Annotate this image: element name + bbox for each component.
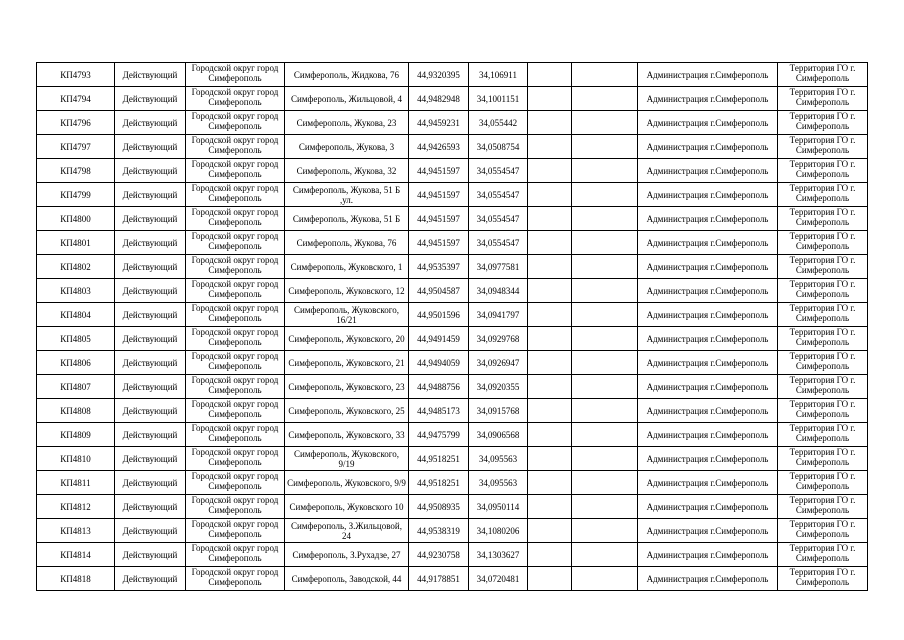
cell-latitude: 44,9451597: [409, 159, 469, 183]
cell-latitude: 44,9451597: [409, 183, 469, 207]
cell-empty-2: [572, 447, 638, 471]
cell-empty-1: [528, 567, 572, 591]
table-row: [37, 375, 868, 399]
table-row: [37, 471, 868, 495]
cell-site-id: КП4806: [37, 351, 115, 375]
cell-address: Симферополь, Жукова, 32: [285, 159, 409, 183]
cell-site-id: КП4793: [37, 63, 115, 87]
cell-empty-1: [528, 519, 572, 543]
cell-latitude: 44,9482948: [409, 87, 469, 111]
cell-longitude: 34,0554547: [469, 207, 528, 231]
cell-territory: Территория ГО г. Симферополь: [778, 375, 868, 399]
cell-owner: Администрация г.Симферополь: [638, 183, 778, 207]
cell-status: Действующий: [115, 495, 186, 519]
cell-address: Симферополь, Жукова, 3: [285, 135, 409, 159]
cell-address: Симферополь, Жуковского, 9/9: [285, 471, 409, 495]
container-site-table: [36, 62, 868, 591]
cell-owner: Администрация г.Симферополь: [638, 255, 778, 279]
cell-site-id: КП4803: [37, 279, 115, 303]
cell-territory: Территория ГО г. Симферополь: [778, 471, 868, 495]
cell-latitude: 44,9518251: [409, 447, 469, 471]
cell-site-id: КП4809: [37, 423, 115, 447]
cell-longitude: 34,095563: [469, 471, 528, 495]
cell-territory: Территория ГО г. Симферополь: [778, 207, 868, 231]
cell-district: Городской округ город Симферополь: [186, 135, 285, 159]
cell-empty-2: [572, 423, 638, 447]
cell-latitude: 44,9178851: [409, 567, 469, 591]
cell-address: Симферополь, Жильцовой, 4: [285, 87, 409, 111]
cell-status: Действующий: [115, 375, 186, 399]
cell-territory: Территория ГО г. Симферополь: [778, 519, 868, 543]
table-row: [37, 519, 868, 543]
cell-territory: Территория ГО г. Симферополь: [778, 567, 868, 591]
cell-status: Действующий: [115, 87, 186, 111]
cell-owner: Администрация г.Симферополь: [638, 327, 778, 351]
cell-site-id: КП4807: [37, 375, 115, 399]
cell-address: Симферополь, Жуковского, 9/19: [285, 447, 409, 471]
cell-district: Городской округ город Симферополь: [186, 519, 285, 543]
cell-owner: Администрация г.Симферополь: [638, 303, 778, 327]
cell-empty-2: [572, 471, 638, 495]
cell-empty-1: [528, 303, 572, 327]
cell-empty-1: [528, 135, 572, 159]
cell-empty-1: [528, 543, 572, 567]
cell-empty-2: [572, 399, 638, 423]
table-row: [37, 423, 868, 447]
table-row: [37, 567, 868, 591]
cell-empty-2: [572, 351, 638, 375]
table-row: [37, 135, 868, 159]
cell-empty-2: [572, 135, 638, 159]
cell-empty-1: [528, 255, 572, 279]
cell-status: Действующий: [115, 303, 186, 327]
cell-territory: Территория ГО г. Симферополь: [778, 399, 868, 423]
cell-empty-1: [528, 207, 572, 231]
cell-territory: Территория ГО г. Симферополь: [778, 159, 868, 183]
cell-empty-2: [572, 159, 638, 183]
cell-territory: Территория ГО г. Симферополь: [778, 495, 868, 519]
cell-latitude: 44,9475799: [409, 423, 469, 447]
cell-owner: Администрация г.Симферополь: [638, 279, 778, 303]
table-row: [37, 111, 868, 135]
cell-territory: Территория ГО г. Симферополь: [778, 327, 868, 351]
cell-longitude: 34,0948344: [469, 279, 528, 303]
cell-owner: Администрация г.Симферополь: [638, 423, 778, 447]
cell-site-id: КП4813: [37, 519, 115, 543]
cell-status: Действующий: [115, 63, 186, 87]
table-row: [37, 63, 868, 87]
cell-site-id: КП4796: [37, 111, 115, 135]
cell-longitude: 34,0926947: [469, 351, 528, 375]
cell-territory: Территория ГО г. Симферополь: [778, 447, 868, 471]
table-row: [37, 447, 868, 471]
cell-empty-1: [528, 471, 572, 495]
cell-address: Симферополь, Жукова, 76: [285, 231, 409, 255]
cell-empty-1: [528, 183, 572, 207]
cell-district: Городской округ город Симферополь: [186, 279, 285, 303]
cell-owner: Администрация г.Симферополь: [638, 375, 778, 399]
cell-latitude: 44,9230758: [409, 543, 469, 567]
cell-longitude: 34,106911: [469, 63, 528, 87]
cell-site-id: КП4801: [37, 231, 115, 255]
cell-empty-1: [528, 159, 572, 183]
table-row: [37, 543, 868, 567]
cell-empty-2: [572, 63, 638, 87]
cell-empty-1: [528, 111, 572, 135]
cell-longitude: 34,1001151: [469, 87, 528, 111]
cell-district: Городской округ город Симферополь: [186, 255, 285, 279]
cell-district: Городской округ город Симферополь: [186, 63, 285, 87]
cell-latitude: 44,9491459: [409, 327, 469, 351]
cell-status: Действующий: [115, 183, 186, 207]
cell-owner: Администрация г.Симферополь: [638, 207, 778, 231]
cell-status: Действующий: [115, 111, 186, 135]
cell-status: Действующий: [115, 135, 186, 159]
cell-district: Городской округ город Симферополь: [186, 207, 285, 231]
cell-status: Действующий: [115, 327, 186, 351]
cell-latitude: 44,9488756: [409, 375, 469, 399]
cell-address: Симферополь, Жуковского, 33: [285, 423, 409, 447]
cell-address: Симферополь, Жуковского, 12: [285, 279, 409, 303]
cell-longitude: 34,0554547: [469, 183, 528, 207]
cell-territory: Территория ГО г. Симферополь: [778, 303, 868, 327]
cell-site-id: КП4797: [37, 135, 115, 159]
cell-empty-1: [528, 447, 572, 471]
cell-owner: Администрация г.Симферополь: [638, 519, 778, 543]
cell-address: Симферополь, Жукова, 51 Б: [285, 207, 409, 231]
cell-site-id: КП4818: [37, 567, 115, 591]
cell-longitude: 34,0554547: [469, 159, 528, 183]
cell-owner: Администрация г.Симферополь: [638, 495, 778, 519]
cell-owner: Администрация г.Симферополь: [638, 111, 778, 135]
cell-empty-2: [572, 303, 638, 327]
cell-empty-2: [572, 567, 638, 591]
cell-district: Городской округ город Симферополь: [186, 303, 285, 327]
cell-address: Симферополь, Жукова, 23: [285, 111, 409, 135]
cell-latitude: 44,9320395: [409, 63, 469, 87]
cell-owner: Администрация г.Симферополь: [638, 447, 778, 471]
cell-address: Симферополь, Жуковского, 23: [285, 375, 409, 399]
cell-status: Действующий: [115, 279, 186, 303]
cell-empty-2: [572, 255, 638, 279]
table-row: [37, 255, 868, 279]
cell-latitude: 44,9451597: [409, 207, 469, 231]
cell-latitude: 44,9494059: [409, 351, 469, 375]
cell-longitude: 34,0915768: [469, 399, 528, 423]
cell-address: Симферополь, Заводской, 44: [285, 567, 409, 591]
cell-latitude: 44,9508935: [409, 495, 469, 519]
cell-latitude: 44,9501596: [409, 303, 469, 327]
cell-district: Городской округ город Симферополь: [186, 375, 285, 399]
cell-district: Городской округ город Симферополь: [186, 567, 285, 591]
cell-status: Действующий: [115, 255, 186, 279]
cell-longitude: 34,0977581: [469, 255, 528, 279]
cell-territory: Территория ГО г. Симферополь: [778, 279, 868, 303]
cell-site-id: КП4814: [37, 543, 115, 567]
cell-address: Симферополь, Жидкова, 76: [285, 63, 409, 87]
cell-longitude: 34,095563: [469, 447, 528, 471]
cell-latitude: 44,9459231: [409, 111, 469, 135]
table-row: [37, 279, 868, 303]
cell-longitude: 34,0720481: [469, 567, 528, 591]
cell-latitude: 44,9426593: [409, 135, 469, 159]
cell-address: Симферополь, Жуковского, 1: [285, 255, 409, 279]
cell-district: Городской округ город Симферополь: [186, 111, 285, 135]
cell-empty-2: [572, 87, 638, 111]
cell-empty-1: [528, 375, 572, 399]
cell-longitude: 34,0941797: [469, 303, 528, 327]
cell-address: Симферополь, З.Жильцовой, 24: [285, 519, 409, 543]
cell-address: Симферополь, Жуковского, 16/21: [285, 303, 409, 327]
cell-address: Симферополь, Жуковского, 25: [285, 399, 409, 423]
cell-longitude: 34,0906568: [469, 423, 528, 447]
cell-territory: Территория ГО г. Симферополь: [778, 543, 868, 567]
cell-site-id: КП4794: [37, 87, 115, 111]
cell-status: Действующий: [115, 519, 186, 543]
cell-empty-2: [572, 111, 638, 135]
cell-empty-1: [528, 351, 572, 375]
cell-status: Действующий: [115, 231, 186, 255]
cell-owner: Администрация г.Симферополь: [638, 159, 778, 183]
cell-address: Симферополь, З.Рухадзе, 27: [285, 543, 409, 567]
cell-territory: Территория ГО г. Симферополь: [778, 87, 868, 111]
cell-status: Действующий: [115, 471, 186, 495]
cell-status: Действующий: [115, 159, 186, 183]
table-row: [37, 327, 868, 351]
cell-empty-2: [572, 279, 638, 303]
cell-district: Городской округ город Симферополь: [186, 351, 285, 375]
cell-owner: Администрация г.Симферополь: [638, 471, 778, 495]
cell-longitude: 34,0929768: [469, 327, 528, 351]
cell-territory: Территория ГО г. Симферополь: [778, 183, 868, 207]
cell-address: Симферополь, Жуковского, 21: [285, 351, 409, 375]
cell-owner: Администрация г.Симферополь: [638, 543, 778, 567]
cell-district: Городской округ город Симферополь: [186, 399, 285, 423]
cell-empty-1: [528, 231, 572, 255]
cell-empty-1: [528, 495, 572, 519]
cell-district: Городской округ город Симферополь: [186, 543, 285, 567]
cell-territory: Территория ГО г. Симферополь: [778, 351, 868, 375]
cell-empty-1: [528, 423, 572, 447]
cell-empty-2: [572, 207, 638, 231]
cell-latitude: 44,9451597: [409, 231, 469, 255]
cell-status: Действующий: [115, 399, 186, 423]
cell-status: Действующий: [115, 543, 186, 567]
cell-empty-2: [572, 495, 638, 519]
cell-owner: Администрация г.Симферополь: [638, 135, 778, 159]
cell-status: Действующий: [115, 351, 186, 375]
cell-district: Городской округ город Симферополь: [186, 231, 285, 255]
cell-site-id: КП4802: [37, 255, 115, 279]
cell-owner: Администрация г.Симферополь: [638, 399, 778, 423]
cell-empty-1: [528, 87, 572, 111]
cell-longitude: 34,055442: [469, 111, 528, 135]
cell-territory: Территория ГО г. Симферополь: [778, 423, 868, 447]
cell-site-id: КП4808: [37, 399, 115, 423]
cell-longitude: 34,0950114: [469, 495, 528, 519]
cell-territory: Территория ГО г. Симферополь: [778, 63, 868, 87]
cell-site-id: КП4805: [37, 327, 115, 351]
cell-district: Городской округ город Симферополь: [186, 495, 285, 519]
table-row: [37, 183, 868, 207]
cell-longitude: 34,0508754: [469, 135, 528, 159]
cell-status: Действующий: [115, 447, 186, 471]
cell-district: Городской округ город Симферополь: [186, 183, 285, 207]
cell-site-id: КП4804: [37, 303, 115, 327]
cell-address: Симферополь, Жукова, 51 Б ,ул.: [285, 183, 409, 207]
table-body: [37, 63, 868, 591]
table-row: [37, 303, 868, 327]
cell-territory: Территория ГО г. Симферополь: [778, 135, 868, 159]
cell-site-id: КП4810: [37, 447, 115, 471]
cell-empty-2: [572, 327, 638, 351]
cell-address: Симферополь, Жуковского, 20: [285, 327, 409, 351]
cell-longitude: 34,1080206: [469, 519, 528, 543]
cell-district: Городской округ город Симферополь: [186, 471, 285, 495]
table-row: [37, 495, 868, 519]
cell-district: Городской округ город Симферополь: [186, 87, 285, 111]
cell-site-id: КП4812: [37, 495, 115, 519]
cell-latitude: 44,9535397: [409, 255, 469, 279]
cell-territory: Территория ГО г. Симферополь: [778, 231, 868, 255]
cell-site-id: КП4799: [37, 183, 115, 207]
cell-owner: Администрация г.Симферополь: [638, 351, 778, 375]
cell-site-id: КП4798: [37, 159, 115, 183]
cell-owner: Администрация г.Симферополь: [638, 63, 778, 87]
cell-owner: Администрация г.Симферополь: [638, 567, 778, 591]
cell-territory: Территория ГО г. Симферополь: [778, 111, 868, 135]
cell-owner: Администрация г.Симферополь: [638, 231, 778, 255]
cell-owner: Администрация г.Симферополь: [638, 87, 778, 111]
cell-latitude: 44,9504587: [409, 279, 469, 303]
cell-empty-2: [572, 519, 638, 543]
cell-territory: Территория ГО г. Симферополь: [778, 255, 868, 279]
cell-longitude: 34,1303627: [469, 543, 528, 567]
cell-latitude: 44,9485173: [409, 399, 469, 423]
table-row: [37, 399, 868, 423]
cell-empty-1: [528, 327, 572, 351]
table-row: [37, 351, 868, 375]
cell-status: Действующий: [115, 567, 186, 591]
cell-empty-2: [572, 543, 638, 567]
cell-latitude: 44,9518251: [409, 471, 469, 495]
table-row: [37, 231, 868, 255]
cell-empty-1: [528, 63, 572, 87]
cell-empty-2: [572, 183, 638, 207]
table-row: [37, 87, 868, 111]
cell-empty-1: [528, 399, 572, 423]
cell-district: Городской округ город Симферополь: [186, 423, 285, 447]
cell-site-id: КП4811: [37, 471, 115, 495]
cell-longitude: 34,0554547: [469, 231, 528, 255]
cell-latitude: 44,9538319: [409, 519, 469, 543]
cell-longitude: 34,0920355: [469, 375, 528, 399]
cell-district: Городской округ город Симферополь: [186, 159, 285, 183]
cell-empty-2: [572, 375, 638, 399]
cell-district: Городской округ город Симферополь: [186, 447, 285, 471]
cell-status: Действующий: [115, 423, 186, 447]
table-row: [37, 207, 868, 231]
cell-site-id: КП4800: [37, 207, 115, 231]
cell-empty-1: [528, 279, 572, 303]
table-row: [37, 159, 868, 183]
cell-district: Городской округ город Симферополь: [186, 327, 285, 351]
cell-empty-2: [572, 231, 638, 255]
cell-status: Действующий: [115, 207, 186, 231]
cell-address: Симферополь, Жуковского 10: [285, 495, 409, 519]
